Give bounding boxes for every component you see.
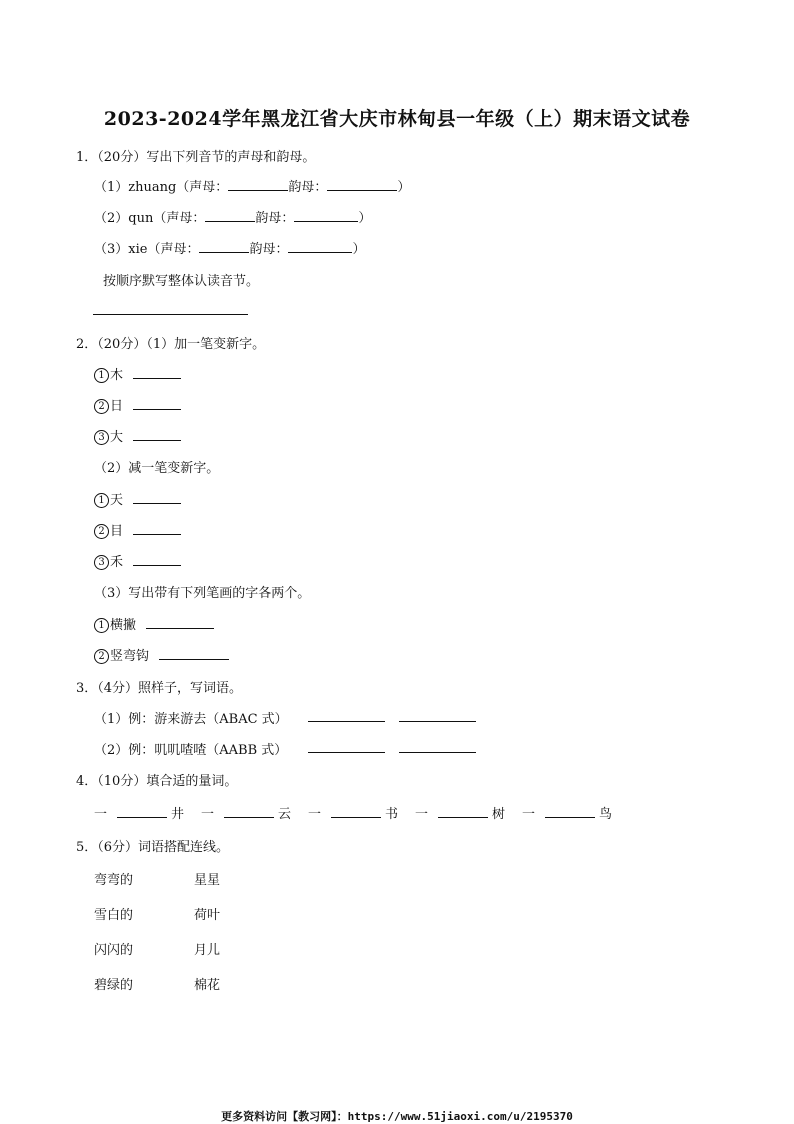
- q3-item-2-blank-1[interactable]: [308, 752, 385, 753]
- q5-right-word-1[interactable]: 星星: [194, 873, 221, 888]
- q4-item-5: [522, 803, 612, 822]
- q2-stroke-blank-1[interactable]: [146, 614, 214, 629]
- q1-item-1-final-blank[interactable]: [327, 176, 397, 191]
- q2-stroke-item-1: [94, 614, 214, 633]
- q2-add-blank-1[interactable]: [133, 364, 181, 379]
- q4-item-5-prefix: 一: [522, 807, 536, 822]
- q2-remove-item-1: [94, 489, 181, 508]
- q1-item-1-mid: 韵母：: [288, 180, 328, 195]
- circled-number-1: 1: [94, 368, 109, 383]
- q4-item-1-blank[interactable]: [117, 803, 167, 818]
- question-1-heading: 1．（20分）写出下列音节的声母和韵母。: [76, 150, 316, 165]
- q1-extra-instruction: 按顺序默写整体认读音节。: [103, 274, 260, 289]
- q4-item-3-prefix: 一: [308, 807, 322, 822]
- q1-item-2-prefix: （2）qun（声母：: [94, 211, 206, 226]
- q1-item-3-prefix: （3）xie（声母：: [94, 242, 200, 257]
- circled-number-3: 3: [94, 430, 109, 445]
- q1-item-1-prefix: （1）zhuang（声母：: [94, 180, 229, 195]
- q2-remove-char-3: 禾: [110, 555, 124, 570]
- q2-add-char-1: 木: [110, 368, 124, 383]
- q1-item-2-final-blank[interactable]: [294, 207, 358, 222]
- q4-item-2: [201, 803, 291, 822]
- q5-left-word-3[interactable]: 闪闪的: [94, 943, 134, 958]
- q4-item-4-prefix: 一: [415, 807, 429, 822]
- q5-right-word-4[interactable]: 棉花: [194, 978, 221, 993]
- circled-number-2: 2: [94, 399, 109, 414]
- circled-number-1: 1: [94, 618, 109, 633]
- q2-remove-item-3: [94, 551, 181, 570]
- q3-item-1-blank-2[interactable]: [399, 721, 476, 722]
- q5-right-word-2[interactable]: 荷叶: [194, 908, 221, 923]
- q4-item-1: [94, 803, 184, 822]
- q2-remove-blank-2[interactable]: [133, 520, 181, 535]
- q3-item-2-blank-2[interactable]: [399, 752, 476, 753]
- q1-item-1: [94, 176, 410, 195]
- q1-syllable-answer-line[interactable]: [93, 314, 248, 315]
- q2-add-item-1: [94, 364, 181, 383]
- q4-item-5-blank[interactable]: [545, 803, 595, 818]
- q5-left-word-2[interactable]: 雪白的: [94, 908, 134, 923]
- q4-item-4: [415, 803, 505, 822]
- q4-item-4-noun: 树: [492, 807, 506, 822]
- q1-item-2-initial-blank[interactable]: [205, 207, 255, 222]
- q4-item-1-noun: 井: [171, 807, 185, 822]
- q2-remove-char-2: 目: [110, 524, 124, 539]
- question-3-heading: 3．（4分）照样子，写词语。: [76, 681, 243, 696]
- q4-item-3-blank[interactable]: [331, 803, 381, 818]
- q2-remove-char-1: 天: [110, 493, 124, 508]
- footer-link[interactable]: 更多资料访问【教习网】：https://www.51jiaoxi.com/u/2195370: [221, 1110, 573, 1123]
- q1-item-3-initial-blank[interactable]: [199, 238, 249, 253]
- q2-stroke-name-2: 竖弯钩: [110, 649, 150, 664]
- q4-item-5-noun: 鸟: [599, 807, 613, 822]
- q2-add-char-3: 大: [110, 430, 124, 445]
- question-5-heading: 5．（6分）词语搭配连线。: [76, 840, 230, 855]
- q1-item-3-suffix: ）: [352, 242, 366, 257]
- q2-remove-blank-1[interactable]: [133, 489, 181, 504]
- question-4-heading: 4．（10分）填合适的量词。: [76, 774, 238, 789]
- circled-number-1: 1: [94, 493, 109, 508]
- q1-item-1-initial-blank[interactable]: [228, 176, 288, 191]
- q4-item-4-blank[interactable]: [438, 803, 488, 818]
- q3-item-1: （1）例：游来游去（ABAC 式）: [94, 712, 288, 727]
- q4-item-3: [308, 803, 398, 822]
- q2-add-item-3: [94, 426, 181, 445]
- q2-stroke-item-2: [94, 645, 229, 664]
- q2-add-item-2: [94, 395, 181, 414]
- q5-left-word-1[interactable]: 弯弯的: [94, 873, 134, 888]
- q2-stroke-blank-2[interactable]: [159, 645, 229, 660]
- q4-item-2-prefix: 一: [201, 807, 215, 822]
- q1-item-3-final-blank[interactable]: [288, 238, 352, 253]
- q2-add-char-2: 日: [110, 399, 124, 414]
- q4-item-2-blank[interactable]: [224, 803, 274, 818]
- q2-add-blank-3[interactable]: [133, 426, 181, 441]
- q5-left-word-4[interactable]: 碧绿的: [94, 978, 134, 993]
- q1-item-2-suffix: ）: [358, 211, 372, 226]
- q2-remove-blank-3[interactable]: [133, 551, 181, 566]
- circled-number-2: 2: [94, 524, 109, 539]
- q1-item-1-suffix: ）: [397, 180, 411, 195]
- q4-item-2-noun: 云: [278, 807, 292, 822]
- q3-item-1-blank-1[interactable]: [308, 721, 385, 722]
- q1-item-3: [94, 238, 366, 257]
- page-title: 2023-2024学年黑龙江省大庆市林甸县一年级（上）期末语文试卷: [103, 108, 691, 130]
- q2-subtract-heading: （2）减一笔变新字。: [94, 461, 220, 476]
- q1-item-2-mid: 韵母：: [255, 211, 295, 226]
- q5-right-word-3[interactable]: 月儿: [194, 943, 221, 958]
- q1-item-2: [94, 207, 371, 226]
- q1-item-3-mid: 韵母：: [249, 242, 289, 257]
- q2-strokes-heading: （3）写出带有下列笔画的字各两个。: [94, 586, 311, 601]
- q2-add-blank-2[interactable]: [133, 395, 181, 410]
- q4-item-1-prefix: 一: [94, 807, 108, 822]
- q3-item-2: （2）例：叽叽喳喳（AABB 式）: [94, 743, 288, 758]
- q4-item-3-noun: 书: [385, 807, 399, 822]
- circled-number-2: 2: [94, 649, 109, 664]
- question-2-heading: 2．（20分）（1）加一笔变新字。: [76, 337, 266, 352]
- q2-stroke-name-1: 横撇: [110, 618, 137, 633]
- circled-number-3: 3: [94, 555, 109, 570]
- q2-remove-item-2: [94, 520, 181, 539]
